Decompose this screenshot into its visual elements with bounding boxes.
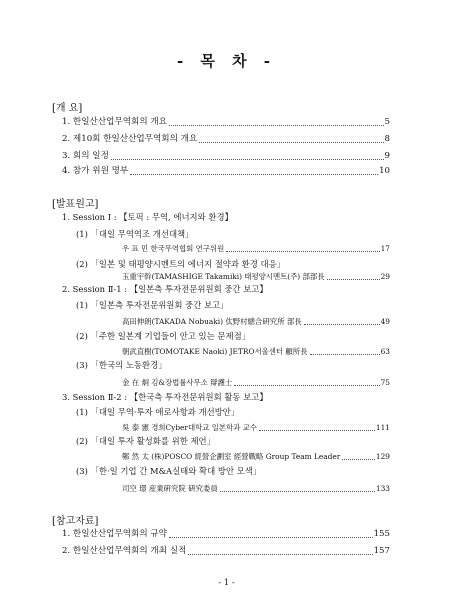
leader-dots: [259, 430, 375, 431]
toc-label: 2. 제10회 한일산산업무역회의 개요: [62, 134, 198, 144]
toc-label: 1. 한일산산업무역회의 개요: [62, 117, 167, 127]
toc-label: 2. 한일산산업무역회의 개최 실적: [62, 546, 187, 556]
toc-label: 1. 한일산산업무역회의 규약: [62, 529, 167, 539]
page-number: - 1 -: [218, 578, 235, 588]
leader-dots: [188, 554, 372, 555]
leader-dots: [111, 159, 384, 160]
paper-title[interactable]: (2) 「대일 투자 활성화를 위한 제언」: [76, 436, 216, 446]
session-heading: 2. Session Ⅱ-1 : 【일본측 투자전문위원회 중간 보고】: [62, 284, 268, 294]
leader-dots: [304, 324, 380, 325]
session-heading: 1. Session Ⅰ : 【토픽 : 무역, 에너지와 환경】: [62, 212, 233, 222]
toc-row[interactable]: [122, 316, 390, 327]
toc-row[interactable]: [122, 346, 390, 357]
leader-dots: [169, 125, 384, 126]
paper-title[interactable]: (3) 「한국의 노동환경」: [76, 360, 167, 370]
author-label: 司空 璟 産業硏究院 硏究委員: [122, 484, 218, 493]
section-header-overview: [개 요]: [52, 103, 83, 114]
paper-title[interactable]: (1) 「일본측 투자전문위원회 중간 보고」: [76, 300, 229, 310]
page-title: - 목 차 -: [176, 52, 277, 70]
paper-title[interactable]: (1) 「대일 무역역조 개선대책」: [76, 229, 194, 239]
leader-dots: [327, 279, 380, 280]
toc-row[interactable]: [62, 546, 390, 557]
leader-dots: [220, 491, 375, 492]
toc-page: 157: [373, 546, 390, 556]
toc-row[interactable]: [62, 529, 390, 540]
paper-title[interactable]: (2) 「주한 일본계 기업들이 안고 있는 문제점」: [76, 331, 251, 341]
leader-dots: [130, 174, 378, 175]
toc-row[interactable]: [122, 377, 390, 388]
toc-row[interactable]: [122, 243, 390, 254]
toc-row[interactable]: [122, 422, 390, 433]
paper-title[interactable]: (3) 「한·일 기업 간 M&A실태와 확대 방안 모색」: [76, 466, 262, 476]
author-label: 金 在 炯 김&장법률사무소 辯護士: [122, 378, 233, 387]
toc-row[interactable]: [122, 483, 390, 494]
leader-dots: [226, 251, 379, 252]
toc-page: 155: [373, 529, 390, 539]
toc-page: 49: [380, 317, 390, 326]
toc-row[interactable]: [62, 134, 390, 145]
toc-label: 4. 참가 위원 명부: [62, 166, 129, 176]
toc-page: 129: [375, 452, 390, 461]
author-label: 玉重宇幹(TAMASHIGE Takamiki) 태평양시멘트(주) 部部長: [122, 272, 325, 281]
toc-label: 3. 회의 일정: [62, 151, 109, 161]
toc-page: 8: [384, 134, 390, 144]
author-label: 鄭 然 太 (株)POSCO 經營企劃室 經營戰略 Group Team Leader: [122, 452, 341, 461]
toc-page: 5: [384, 117, 390, 127]
toc-row[interactable]: [62, 166, 390, 177]
leader-dots: [310, 354, 380, 355]
leader-dots: [342, 459, 375, 460]
toc-row[interactable]: [122, 451, 390, 462]
toc-page: 133: [375, 484, 390, 493]
author-label: 朝武直樹(TOMOTAKE Naoki) JETRO서울센터 顧所長: [122, 347, 308, 356]
toc-page: 111: [375, 423, 390, 432]
author-label: 우 표 민 한국무역협회 연구위원: [122, 244, 225, 253]
toc-page: 17: [380, 244, 390, 253]
toc-page: 75: [380, 378, 390, 387]
leader-dots: [234, 385, 379, 386]
paper-title[interactable]: (1) 「대일 무역·투자 애로사항과 개선방안」: [76, 407, 240, 417]
leader-dots: [199, 142, 383, 143]
toc-row[interactable]: [62, 151, 390, 162]
author-label: 高田伸朗(TAKADA Nobuaki) 㑀野村總合硏究所 部長: [122, 317, 302, 326]
paper-title[interactable]: (2) 「일본 및 태평양시멘트의 에너지 절약과 환경 대응」: [76, 259, 286, 269]
toc-page: 10: [379, 166, 390, 176]
section-header-presentations: [발표원고]: [52, 199, 99, 210]
toc-page: 29: [380, 272, 390, 281]
leader-dots: [169, 537, 373, 538]
toc-row[interactable]: [122, 271, 390, 282]
section-header-references: [참고자료]: [52, 516, 99, 527]
toc-page: 63: [380, 347, 390, 356]
author-label: 吳 泰 憲 경희Cyber대학교 일본학과 교수: [122, 423, 257, 432]
toc-page: 9: [384, 151, 390, 161]
toc-row[interactable]: [62, 117, 390, 128]
session-heading: 3. Session Ⅱ-2 : 【한국측 투자전문위원회 활동 보고】: [62, 392, 268, 402]
